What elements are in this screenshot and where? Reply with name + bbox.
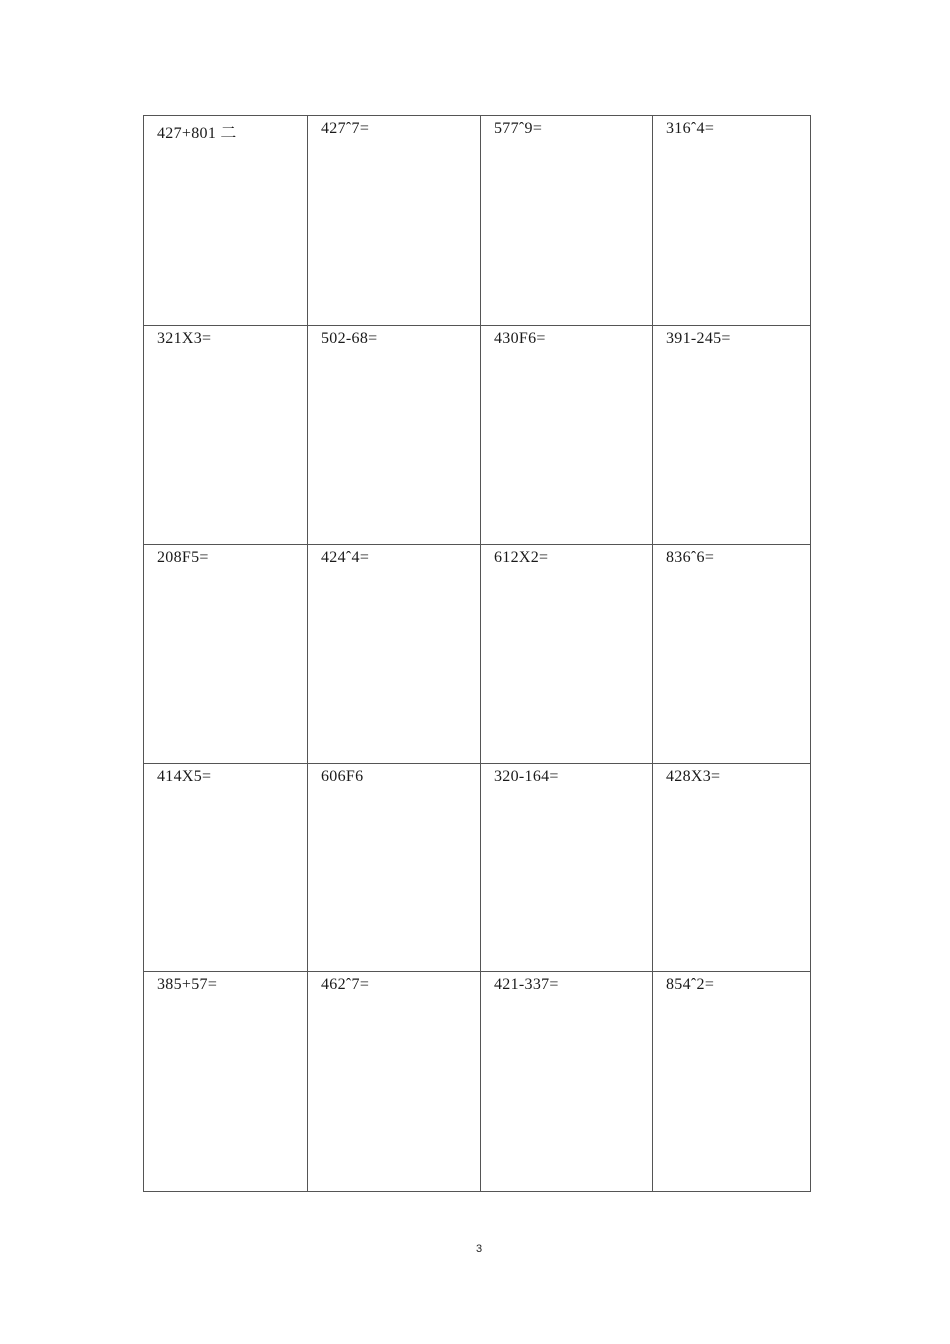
problem-cell: 414X5= bbox=[144, 764, 308, 972]
problem-cell: 427+801 二 bbox=[144, 116, 308, 326]
problem-cell: 836ˆ6= bbox=[653, 545, 811, 764]
problem-cell: 577ˆ9= bbox=[481, 116, 653, 326]
problem-cell: 428X3= bbox=[653, 764, 811, 972]
grid-row bbox=[144, 116, 811, 326]
problem-cell: 612X2= bbox=[481, 545, 653, 764]
grid-row bbox=[144, 972, 811, 1192]
grid-row bbox=[144, 326, 811, 545]
problem-cell: 427ˆ7= bbox=[308, 116, 481, 326]
problem-cell: 316ˆ4= bbox=[653, 116, 811, 326]
problem-cell: 321X3= bbox=[144, 326, 308, 545]
problem-cell: 320-164= bbox=[481, 764, 653, 972]
grid-row bbox=[144, 545, 811, 764]
problem-cell: 421-337= bbox=[481, 972, 653, 1192]
problem-cell: 391-245= bbox=[653, 326, 811, 545]
problem-cell: 385+57= bbox=[144, 972, 308, 1192]
grid-row bbox=[144, 764, 811, 972]
problem-cell: 854ˆ2= bbox=[653, 972, 811, 1192]
problem-cell: 462ˆ7= bbox=[308, 972, 481, 1192]
problem-cell: 430F6= bbox=[481, 326, 653, 545]
problem-cell: 606F6 bbox=[308, 764, 481, 972]
problem-cell: 502-68= bbox=[308, 326, 481, 545]
page-number: 3 bbox=[475, 1243, 483, 1255]
problem-cell: 208F5= bbox=[144, 545, 308, 764]
problem-cell: 424ˆ4= bbox=[308, 545, 481, 764]
problem-grid bbox=[143, 115, 811, 1192]
